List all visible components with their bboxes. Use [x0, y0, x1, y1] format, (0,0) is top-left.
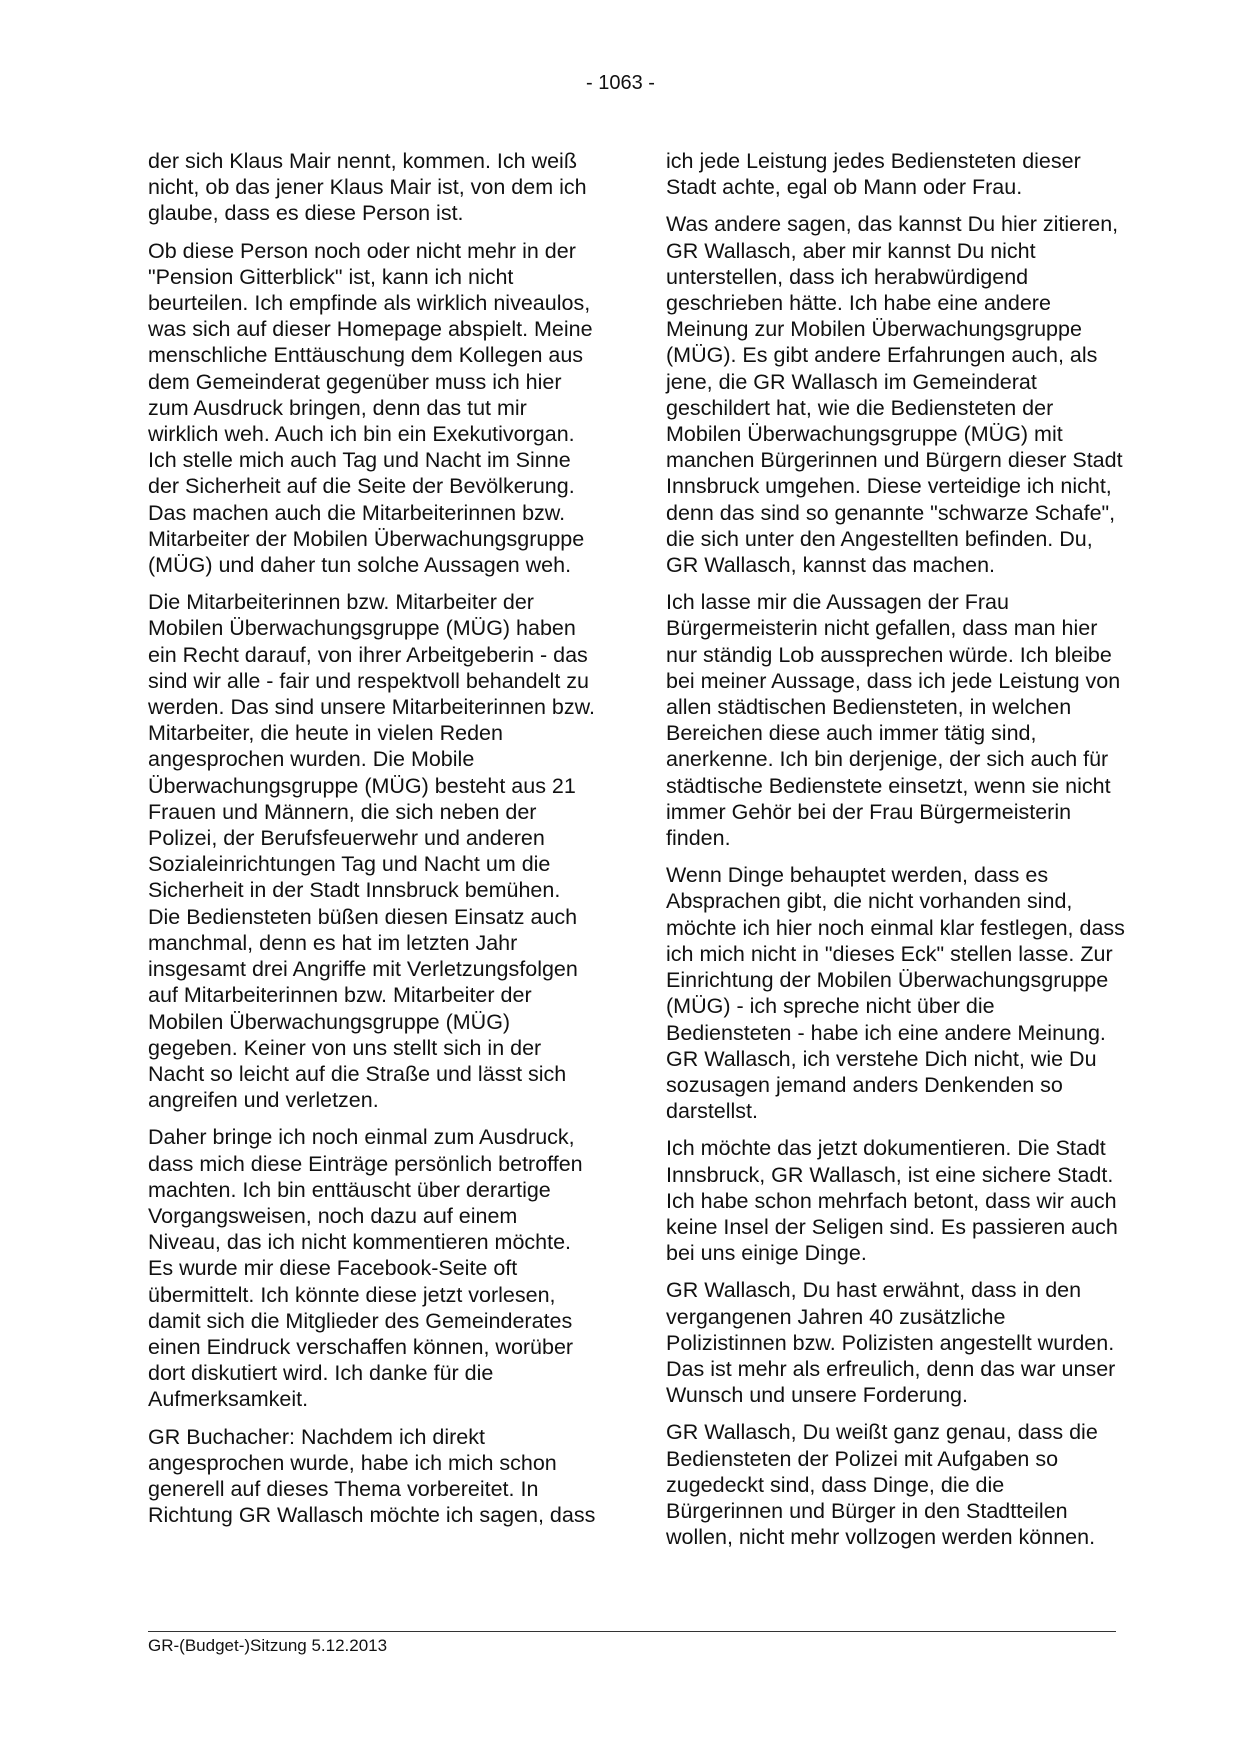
- paragraph: GR Wallasch, Du weißt ganz genau, dass die Bediensteten der Polizei mit Aufgaben so zugedeckt sind, dass Dinge, die die Bürgerinnen und Bürger in den Stadtteilen wollen, nicht mehr vollzogen werden können.: [666, 1420, 1098, 1550]
- paragraph: Ich lasse mir die Aussagen der Frau Bürgermeisterin nicht gefallen, dass man hier nur ständig Lob aussprechen würde. Ich bleibe bei meiner Aussage, dass ich jede Leistung von allen städtischen Bediensteten, in welchen Bereichen diese auch immer tätig sind, anerkenne. Ich bin derjenige, der sich auch für städtische Bedienstete einsetzt, wenn sie nicht immer Gehör bei der Frau Bürgermeisterin finden.: [666, 590, 1121, 851]
- paragraph: GR Wallasch, Du hast erwähnt, dass in den vergangenen Jahren 40 zusätzliche Polizistinnen bzw. Polizisten angestellt wurden. Das ist mehr als erfreulich, denn das war unser Wunsch und unsere Forderung.: [666, 1278, 1116, 1408]
- paragraph: der sich Klaus Mair nennt, kommen. Ich weiß nicht, ob das jener Klaus Mair ist, von dem ich glaube, dass es diese Person ist.: [148, 149, 587, 226]
- paragraph: GR Buchacher: Nachdem ich direkt angesprochen wurde, habe ich mich schon generell auf dieses Thema vorbereitet. In Richtung GR Wallasch möchte ich sagen, dass: [148, 1424, 596, 1528]
- paragraph: Wenn Dinge behauptet werden, dass es Absprachen gibt, die nicht vorhanden sind, möchte ich hier noch einmal klar festlegen, dass ich mich nicht in "dieses Eck" stellen lasse. Zur Einrichtung der Mobilen Überwachungsgruppe (MÜG) - ich spreche nicht über die Bediensteten - habe ich eine andere Meinung. GR Wallasch, ich verstehe Dich nicht, wie Du sozusagen jemand anders Denkenden so darstellst.: [666, 863, 1125, 1124]
- paragraph: Ob diese Person noch oder nicht mehr in der "Pension Gitterblick" ist, kann ich nicht beurteilen. Ich empfinde als wirklich niveaulos, was sich auf dieser Homepage abspielt. Meine menschliche Enttäuschung dem Kollegen aus dem Gemeinderat gegenüber muss ich hier zum Ausdruck bringen, denn das tut mir wirklich weh. Auch ich bin ein Exekutivorgan. Ich stelle mich auch Tag und Nacht im Sinne der Sicherheit auf die Seite der Bevölkerung. Das machen auch die Mitarbeiterinnen bzw. Mitarbeiter der Mobilen Überwachungsgruppe (MÜG) und daher tun solche Aussagen weh.: [148, 238, 593, 578]
- right-column: [666, 148, 1126, 1561]
- page-number: - 1063 -: [586, 72, 655, 94]
- paragraph: Die Mitarbeiterinnen bzw. Mitarbeiter der Mobilen Überwachungsgruppe (MÜG) haben ein Recht darauf, von ihrer Arbeitgeberin - das sind wir alle - fair und respektvoll behandelt zu werden. Das sind unsere Mitarbeiterinnen bzw. Mitarbeiter, die heute in vielen Reden angesprochen wurden. Die Mobile Überwachungsgruppe (MÜG) besteht aus 21 Frauen und Männern, die sich neben der Polizei, der Berufsfeuerwehr und anderen Sozialeinrichtungen Tag und Nacht um die Sicherheit in der Stadt Innsbruck bemühen. Die Bediensteten büßen diesen Einsatz auch manchmal, denn es hat im letzten Jahr insgesamt drei Angriffe mit Verletzungsfolgen auf Mitarbeiterinnen bzw. Mitarbeiter der Mobilen Überwachungsgruppe (MÜG) gegeben. Keiner von uns stellt sich in der Nacht so leicht auf die Straße und lässt sich angreifen und verletzen.: [148, 590, 595, 1113]
- paragraph: Was andere sagen, das kannst Du hier zitieren, GR Wallasch, aber mir kannst Du nicht unterstellen, dass ich herabwürdigend geschrieben hätte. Ich habe eine andere Meinung zur Mobilen Überwachungsgruppe (MÜG). Es gibt andere Erfahrungen auch, als jene, die GR Wallasch im Gemeinderat geschildert hat, wie die Bediensteten der Mobilen Überwachungsgruppe (MÜG) mit manchen Bürgerinnen und Bürgern dieser Stadt Innsbruck umgehen. Diese verteidige ich nicht, denn das sind so genannte "schwarze Schafe", die sich unter den Angestellten befinden. Du, GR Wallasch, kannst das machen.: [666, 212, 1123, 578]
- paragraph: Daher bringe ich noch einmal zum Ausdruck, dass mich diese Einträge persönlich betroffen machten. Ich bin enttäuscht über derartige Vorgangsweisen, noch dazu auf einem Niveau, das ich nicht kommentieren möchte. Es wurde mir diese Facebook-Seite oft übermittelt. Ich könnte diese jetzt vorlesen, damit sich die Mitglieder des Gemeinderates einen Eindruck verschaffen können, worüber dort diskutiert wird. Ich danke für die Aufmerksamkeit.: [148, 1125, 583, 1412]
- paragraph: ich jede Leistung jedes Bediensteten dieser Stadt achte, egal ob Mann oder Frau.: [666, 149, 1081, 200]
- paragraph: Ich möchte das jetzt dokumentieren. Die Stadt Innsbruck, GR Wallasch, ist eine sichere Stadt. Ich habe schon mehrfach betont, dass wir auch keine Insel der Seligen sind. Es passieren auch bei uns einige Dinge.: [666, 1136, 1118, 1266]
- footer-session-label: GR-(Budget-)Sitzung 5.12.2013: [148, 1636, 388, 1655]
- footer-divider: [148, 1631, 1116, 1632]
- left-column: [148, 148, 596, 1539]
